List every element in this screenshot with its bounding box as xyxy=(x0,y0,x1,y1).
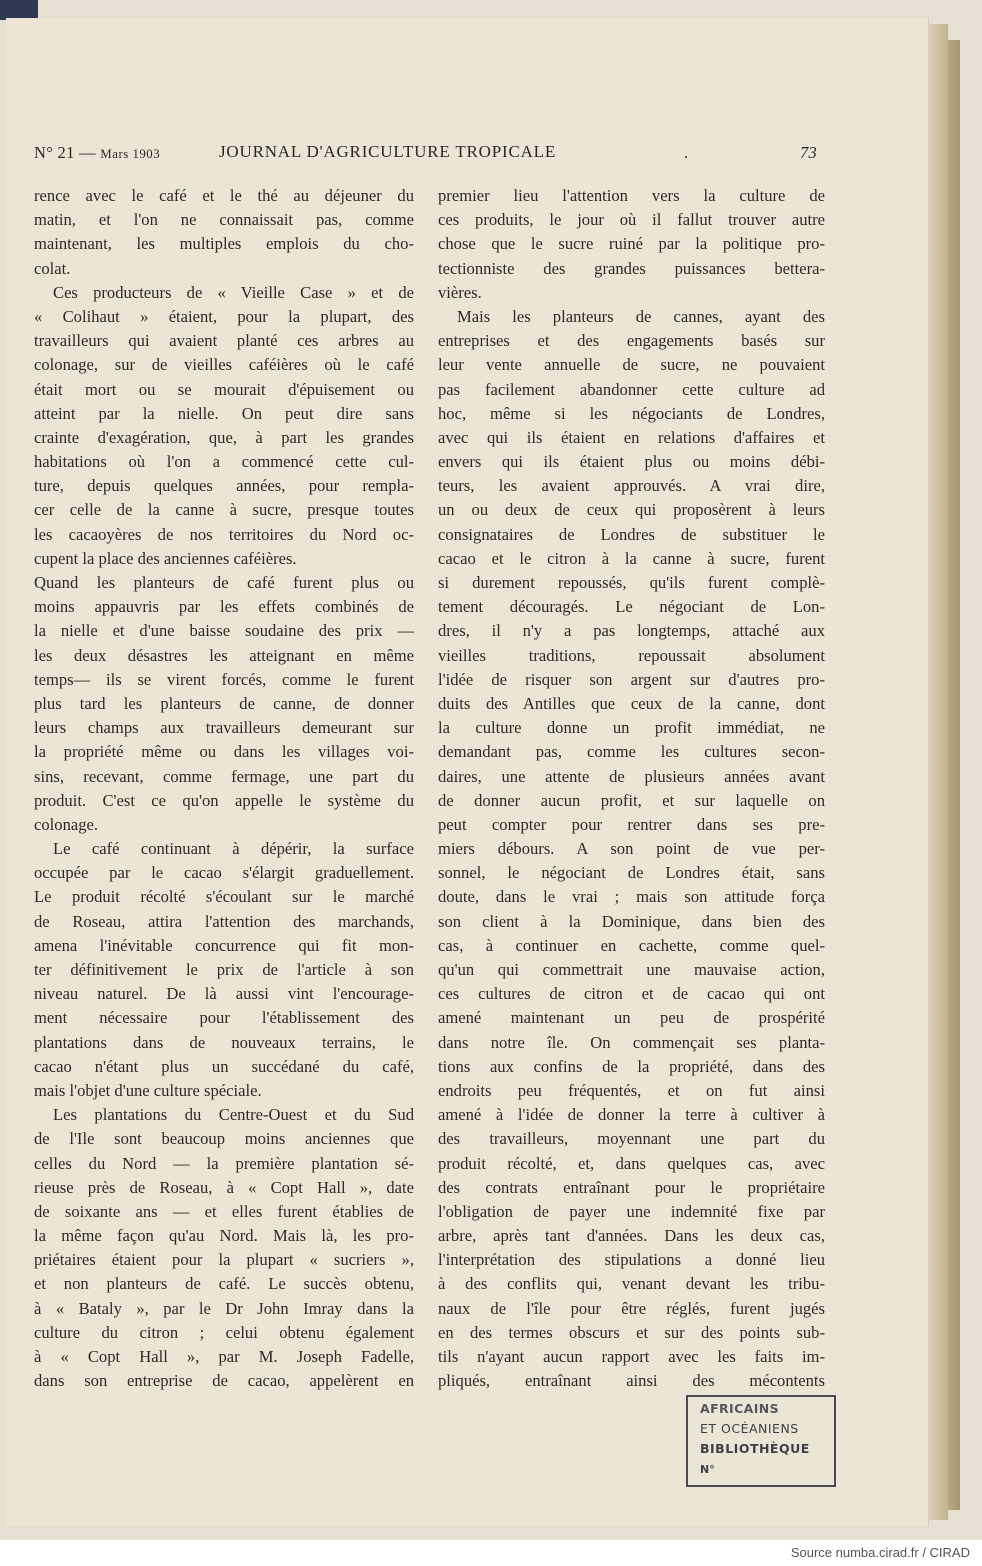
text-line: produit. C'est ce qu'on appelle le système du xyxy=(34,790,414,810)
text-line: tions aux confins de la propriété, dans des xyxy=(438,1056,825,1076)
stamp-line-3: BIBLIOTHÈQUE xyxy=(700,1441,810,1456)
text-line: envers qui ils étaient plus ou moins débi- xyxy=(438,452,825,472)
text-line: celles du Nord — la première plantation sé- xyxy=(34,1153,414,1173)
text-line: tement découragés. Le négociant de Lon- xyxy=(438,597,825,617)
text-line: cupent la place des anciennes caféières. xyxy=(34,548,297,568)
issue-and-date: N° 21 — Mars 1903 xyxy=(34,143,161,162)
text-line: Le produit récolté s'écoulant sur le marché xyxy=(34,887,414,907)
text-line: mais l'objet d'une culture spéciale. xyxy=(34,1080,262,1100)
text-line: doute, dans le vrai ; mais son attitude força xyxy=(438,887,825,907)
text-line: avec qui ils étaient en relations d'affaires et xyxy=(438,427,825,447)
text-line: tils n'ayant aucun rapport avec les faits im- xyxy=(438,1347,825,1366)
text-line: en des termes obscurs et sur des points sub- xyxy=(438,1322,825,1342)
text-line: consignataires de Londres de substituer le xyxy=(438,524,825,544)
text-line: amena l'inévitable concurrence qui fit mon- xyxy=(34,935,414,955)
issue-number: N° 21 xyxy=(34,143,75,162)
text-line: de l'Ile sont beaucoup moins anciennes que xyxy=(34,1129,414,1149)
page-number: 73 xyxy=(800,143,818,162)
text-line: rieuse près de Roseau, à « Copt Hall », date xyxy=(34,1177,414,1197)
text-line: hoc, même si les négociants de Londres, xyxy=(438,403,825,423)
text-line: naux de l'île pour être réglés, furent jugés xyxy=(438,1298,825,1318)
text-line: ces produits, le jour où il fallut trouver autre xyxy=(438,210,825,230)
text-line: atteint par la nielle. On peut dire sans xyxy=(34,403,414,423)
text-line: pliqués, entraînant ainsi des mécontents xyxy=(438,1371,825,1391)
text-line: colonage. xyxy=(34,814,99,834)
left-text-column xyxy=(34,184,414,1393)
text-line: et non planteurs de café. Le succès obtenu, xyxy=(34,1274,414,1294)
text-line: cacao et le citron à la canne à sucre, furent xyxy=(438,548,825,568)
text-line: sonnel, le négociant de Londres était, sans xyxy=(438,863,825,883)
text-line: produit récolté, et, dans quelques cas, avec xyxy=(438,1153,825,1173)
text-line: rence avec le café et le thé au déjeuner du xyxy=(34,186,414,205)
text-line: cas, à continuer en cachette, comme quel- xyxy=(438,935,825,955)
text-line: Les plantations du Centre-Ouest et du Sud xyxy=(53,1105,414,1125)
text-line: l'idée de risquer son argent sur d'autres pro- xyxy=(438,669,825,689)
text-line: duits des Antilles que ceux de la canne, dont xyxy=(438,693,825,713)
text-line: maintenant, les multiples emplois du cho- xyxy=(34,234,414,254)
text-line: si durement repoussés, qu'ils furent complè- xyxy=(438,573,825,592)
text-line: tectionniste des grandes puissances bettera- xyxy=(438,258,825,278)
text-line: à « Bataly », par le Dr John Imray dans la xyxy=(34,1298,414,1318)
text-line: matin, et l'on ne connaissait pas, comme xyxy=(34,210,414,230)
text-line: de donner aucun profit, et sur laquelle on xyxy=(438,790,825,810)
text-line: leur vente annuelle de sucre, ne pouvaient xyxy=(438,355,825,375)
text-line: vières. xyxy=(438,282,482,302)
text-line: chose que le sucre ruiné par la politique pro- xyxy=(438,234,825,254)
text-line: son client à la Dominique, dans bien des xyxy=(438,911,825,931)
text-line: l'interprétation des stipulations a donné lieu xyxy=(438,1250,825,1270)
text-line: niveau naturel. De là aussi vint l'encourage- xyxy=(34,984,414,1004)
text-line: de soixante ans — et elles furent établies de xyxy=(34,1201,414,1221)
text-line: leurs champs aux travailleurs demeurant sur xyxy=(34,718,414,738)
library-stamp xyxy=(686,1395,836,1487)
text-line: daires, une attente de plusieurs années avant xyxy=(438,766,825,786)
text-line: occupée par le cacao s'élargit graduellement. xyxy=(34,863,414,883)
text-line: cer celle de la canne à sucre, presque toutes xyxy=(34,500,414,520)
text-line: culture du citron ; celui obtenu également xyxy=(34,1322,414,1342)
text-line: temps— ils se virent forcés, comme le furent xyxy=(34,669,414,689)
text-line: Le café continuant à dépérir, la surface xyxy=(53,839,414,859)
text-line: ces cultures de citron et de cacao qui ont xyxy=(438,984,825,1004)
text-line: les deux désastres les atteignant en même xyxy=(34,645,414,665)
running-header xyxy=(34,143,824,167)
right-text-column xyxy=(438,184,825,1393)
text-line: crainte d'exagération, que, à part les grandes xyxy=(34,427,414,447)
text-line: ture, depuis quelques années, pour rempla- xyxy=(34,476,414,496)
text-line: miers débours. A son point de vue per- xyxy=(438,839,825,859)
text-line: les cacaoyères de nos territoires du Nord oc- xyxy=(34,524,414,544)
text-line: colonage, sur de vieilles caféières où le café xyxy=(34,355,414,375)
source-credit: Source numba.cirad.fr / CIRAD xyxy=(790,1545,970,1560)
text-line: plantations dans de nouveaux terrains, le xyxy=(34,1032,414,1052)
text-line: dans notre île. On commençait ses planta- xyxy=(438,1032,825,1052)
stamp-line-1: AFRICAINS xyxy=(700,1401,780,1416)
stamp-line-2: ET OCÉANIENS xyxy=(700,1421,799,1436)
text-line: entreprises et des engagements basés sur xyxy=(438,331,825,351)
page-edge-dark xyxy=(948,40,960,1510)
text-line: Mais les planteurs de cannes, ayant des xyxy=(457,306,825,326)
text-line: colat. xyxy=(34,258,71,278)
text-line: amené à l'idée de donner la terre à cultiver à xyxy=(438,1105,825,1125)
text-line: amené maintenant un peu de prospérité xyxy=(438,1008,825,1028)
text-line: ter définitivement le prix de l'article à son xyxy=(34,960,414,979)
text-line: priétaires étaient pour la plupart « sucriers », xyxy=(34,1250,414,1270)
text-line: la même façon qu'au Nord. Mais là, les pro- xyxy=(34,1226,414,1246)
text-line: demandant pas, comme les cultures secon- xyxy=(438,742,825,762)
issue-date: Mars 1903 xyxy=(100,147,161,161)
text-line: des contrats entraînant pour le propriétaire xyxy=(438,1177,825,1197)
text-line: endroits peu fréquentés, et on fut ainsi xyxy=(438,1080,825,1100)
scan-corner-mark xyxy=(0,0,38,20)
text-line: ment nécessaire pour l'établissement des xyxy=(34,1008,414,1028)
text-line: habitations où l'on a commencé cette cul- xyxy=(34,452,414,472)
text-line: était mort ou se mourait d'épuisement ou xyxy=(34,379,414,399)
text-line: teurs, les avaient approuvés. A vrai dire, xyxy=(438,476,825,496)
text-line: Ces producteurs de « Vieille Case » et de xyxy=(53,282,414,302)
text-line: Quand les planteurs de café furent plus ou xyxy=(34,573,414,592)
text-line: sins, recevant, comme fermage, une part du xyxy=(34,766,414,786)
text-line: la nielle et d'une baisse soudaine des prix — xyxy=(34,621,414,641)
text-line: l'obligation de payer une indemnité fixe par xyxy=(438,1201,825,1221)
text-line: cacao n'étant plus un succédané du café, xyxy=(34,1056,414,1076)
text-line: pas facilement abandonner cette culture ad xyxy=(438,379,825,399)
header-dot: . xyxy=(684,143,689,162)
text-line: à des conflits qui, venant devant les tribu- xyxy=(438,1274,825,1294)
stamp-line-4: N° xyxy=(700,1463,715,1476)
text-line: « Colihaut » étaient, pour la plupart, des xyxy=(34,306,414,326)
text-line: vieilles traditions, repoussait absolument xyxy=(438,645,825,665)
text-line: dans son entreprise de cacao, appelèrent en xyxy=(34,1371,414,1391)
text-line: plus tard les planteurs de canne, de donner xyxy=(34,693,414,713)
text-line: qu'un qui commettrait une mauvaise action, xyxy=(438,960,825,979)
text-line: à « Copt Hall », par M. Joseph Fadelle, xyxy=(34,1347,414,1366)
text-line: dres, il n'y a pas longtemps, attaché aux xyxy=(438,621,825,641)
text-line: travailleurs qui avaient planté ces arbres au xyxy=(34,331,414,351)
text-line: de Roseau, attira l'attention des marchands, xyxy=(34,911,414,931)
text-line: la propriété même ou dans les villages voi- xyxy=(34,742,414,762)
text-line: moins appauvris par les effets combinés de xyxy=(34,597,414,617)
text-line: des travailleurs, moyennant une part du xyxy=(438,1129,825,1149)
page-edge xyxy=(928,24,948,1520)
text-line: arbre, après tant d'années. Dans les deux cas, xyxy=(438,1226,825,1246)
journal-title: JOURNAL D'AGRICULTURE TROPICALE xyxy=(219,142,557,161)
text-line: la culture donne un profit immédiat, ne xyxy=(438,718,825,738)
text-line: peut compter pour rentrer dans ses pre- xyxy=(438,814,825,834)
text-line: premier lieu l'attention vers la culture de xyxy=(438,186,825,205)
text-line: un ou deux de ceux qui proposèrent à leurs xyxy=(438,500,825,520)
